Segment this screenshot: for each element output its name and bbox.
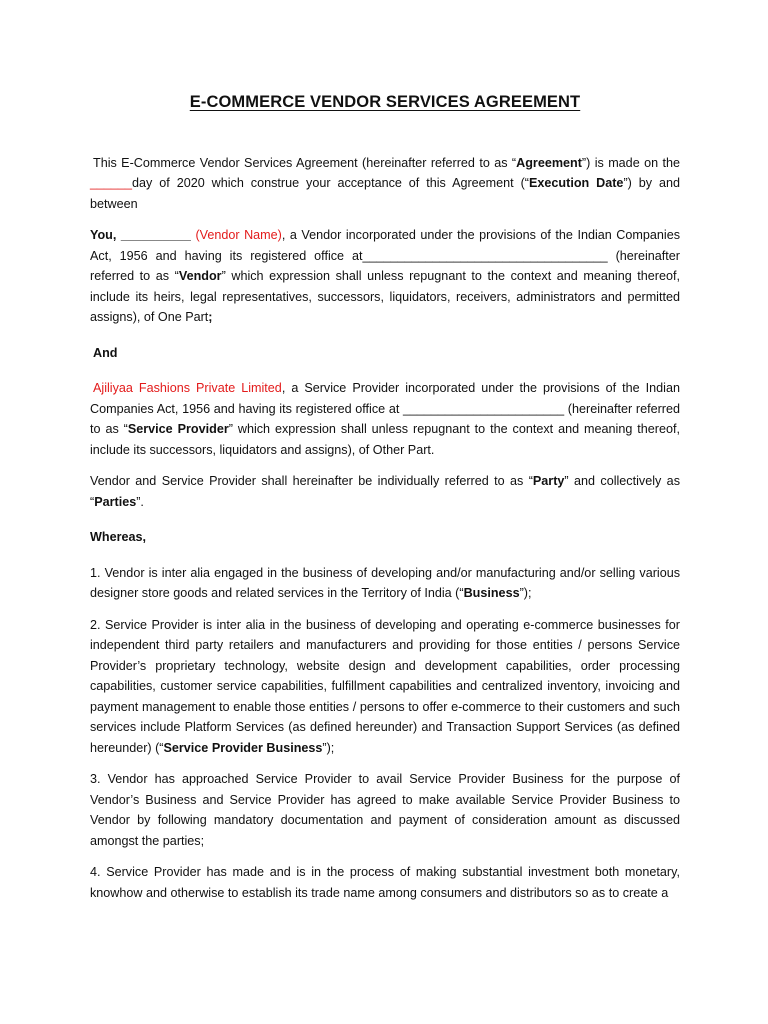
intro-text-c: ”) is made on the (581, 155, 680, 170)
sp-text-d: ” which expression shall unless repugnant to the context and meaning thereof, include its successors, liquidators and assigns), of Other Part. (90, 422, 680, 457)
clause-2-text-a: 2. Service Provider is inter alia in the business of developing and operating e-commerce businesses for independent third party retailers and manufacturers and providing for those entities / persons Service Provider’s proprietary technology, website design and development capabilities, order processing capabilities, customer service capabilities, fulfillment capabilities and centralized inventory, invoicing and payment management to enable those entities / persons to offer e-commerce to their customers and such services include Platform Services (as defined hereunder) and Transaction Support Services (as defined hereunder) (“ (90, 617, 680, 755)
vendor-text-e: ” which expression shall unless repugnant to the context and meaning thereof, include its heirs, legal representatives, successors, liquidators, receivers, administrators and permitted assigns), of One Part (90, 269, 680, 324)
party-term: Party (532, 474, 565, 488)
clause-1-text-c: ”); (519, 586, 532, 600)
vendor-term: Vendor (178, 269, 222, 283)
service-provider-business-term: Service Provider Business (163, 740, 323, 755)
intro-text-d: day of 2020 which construe your acceptance of this Agreement (“ (132, 176, 530, 190)
sp-text-b: , a Service Provider incorporated under the provisions of the Indian Companies Act, 1956 and having its registered office at _______________________ (hereinafter referred to as “ (90, 381, 680, 436)
intro-text-a: This E-Commerce Vendor Services Agreement (hereinafter referred to as “ (93, 155, 517, 170)
service-provider-term: Service Provider (127, 422, 229, 436)
whereas-heading (90, 527, 680, 548)
service-provider-name: Ajiliyaa Fashions Private Limited (93, 381, 282, 395)
vendor-you-label: You, __________ (90, 228, 196, 242)
parties-text-c: ” and collectively as “ (90, 474, 680, 509)
clause-4: 4. Service Provider has made and is in the process of making substantial investment both monetary, knowhow and otherwise to establish its trade name among consumers and distributors so as to create a (90, 865, 680, 900)
clause-1-text-a: 1. Vendor is inter alia engaged in the business of developing and/or manufacturing and/or selling various designer store goods and related services in the Territory of India (“ (90, 565, 680, 600)
execution-date-term: Execution Date (529, 176, 624, 190)
document-page (90, 92, 680, 914)
parties-text-a: Vendor and Service Provider shall hereinafter be individually referred to as “ (90, 474, 533, 488)
vendor-name-placeholder: (Vendor Name) (195, 228, 282, 242)
agreement-title: E-COMMERCE VENDOR SERVICES AGREEMENT (189, 93, 581, 111)
date-blank: ______ (90, 176, 133, 190)
whereas-label: Whereas, (90, 530, 146, 544)
intro-paragraph (90, 153, 680, 215)
business-term: Business (463, 586, 520, 600)
intro-text-f: ”) by and between (90, 176, 681, 211)
parties-paragraph (90, 471, 680, 512)
clause-2 (90, 615, 680, 759)
and-paragraph (90, 343, 680, 364)
vendor-text-f: ; (208, 310, 213, 324)
agreement-term: Agreement (516, 155, 582, 170)
service-provider-paragraph (90, 378, 680, 460)
clause-1 (90, 563, 680, 604)
clause-2-text-c: ”); (322, 740, 335, 755)
clause-3: 3. Vendor has approached Service Provider to avail Service Provider Business for the purpose of Vendor’s Business and Service Provider has agreed to make available Service Provider Business to Vendor by following mandatory documentation and payment of consideration amount as discussed amongst the parties; (90, 772, 680, 848)
vendor-paragraph (90, 225, 680, 328)
vendor-text-c: , a Vendor incorporated under the provisions of the Indian Companies Act, 1956 and having its registered office at___________________________________ (hereinafter referred to as “ (90, 228, 680, 283)
parties-text-e: ”. (136, 494, 144, 509)
and-label: And (93, 345, 118, 360)
parties-term: Parties (94, 494, 137, 509)
